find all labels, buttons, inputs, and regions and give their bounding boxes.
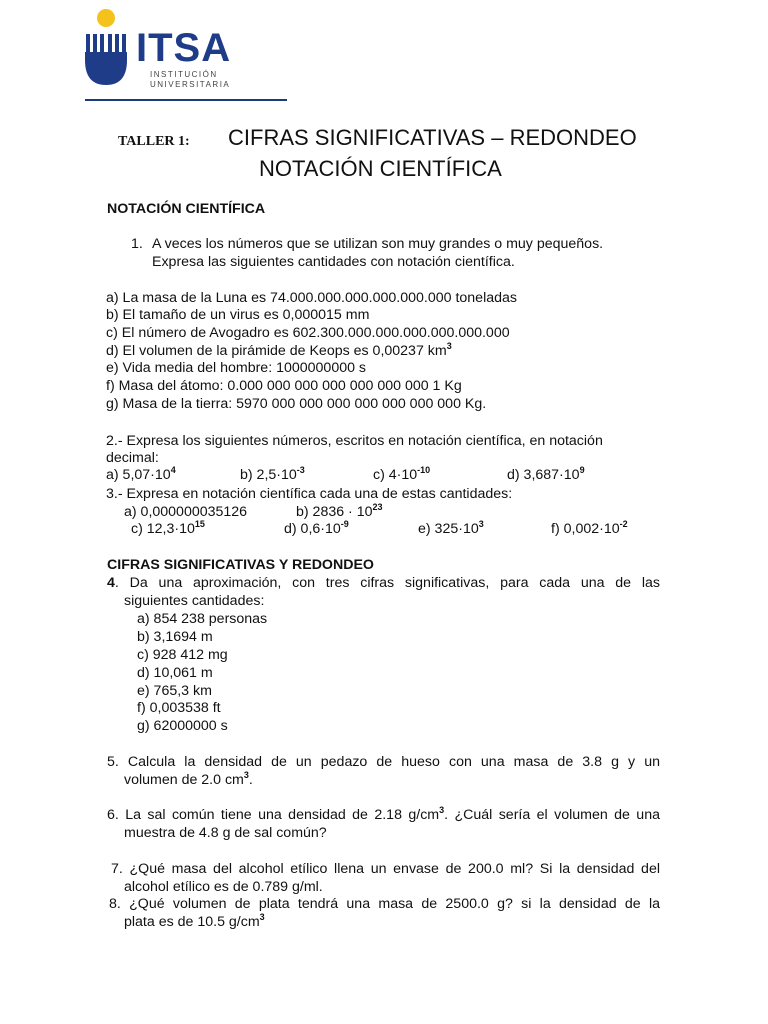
q3-c-exp: 15: [194, 519, 205, 529]
q3-e-text: e) 325·10: [418, 521, 479, 537]
q8-exp: 3: [259, 912, 265, 922]
q6-exp: 3: [439, 805, 445, 815]
q2-b: [240, 467, 305, 484]
q8-line1: 8. ¿Qué volumen de plata tendrá una masa de 2500.0 g? si la densidad de la: [109, 896, 660, 912]
q1-item-b: b) El tamaño de un virus es 0,000015 mm: [106, 307, 370, 323]
q3-d: [284, 521, 349, 538]
q3-e-exp: 3: [478, 519, 484, 529]
q6-line1: [107, 807, 660, 824]
section-heading-notacion: NOTACIÓN CIENTÍFICA: [107, 201, 266, 217]
q4-item-e: e) 765,3 km: [137, 683, 212, 699]
q1-item-d-exp: 3: [446, 341, 452, 351]
q2-c: [373, 467, 430, 484]
q2-line1: 2.- Expresa los siguientes números, escritos en notación científica, en notación: [106, 433, 603, 449]
q4-item-f: f) 0,003538 ft: [137, 700, 221, 716]
q7-line2: alcohol etílico es de 0.789 g/ml.: [124, 879, 323, 895]
q3-c: [131, 521, 205, 538]
q6-line1-text: 6. La sal común tiene una densidad de 2.18 g/cm: [107, 807, 440, 823]
q4-line1: [107, 575, 660, 592]
q5-exp: 3: [243, 770, 249, 780]
q4-line2: siguientes cantidades:: [124, 593, 265, 609]
q3-b: [296, 504, 383, 521]
q8-line2: [124, 914, 265, 931]
itsa-emblem-icon: [84, 8, 132, 88]
q1-item-g: g) Masa de la tierra: 5970 000 000 000 000 000 000 000 Kg.: [106, 396, 487, 412]
page-title-line1: CIFRAS SIGNIFICATIVAS – REDONDEO: [228, 125, 637, 150]
logo-divider: [85, 99, 287, 101]
q3-a: a) 0,000000035126: [124, 504, 248, 520]
q2-d-exp: 9: [579, 465, 585, 475]
page-title-line2: NOTACIÓN CIENTÍFICA: [259, 156, 502, 181]
q6-line2: muestra de 4.8 g de sal común?: [124, 825, 327, 841]
q1-item-f: f) Masa del átomo: 0.000 000 000 000 000 000 000 1 Kg: [106, 378, 462, 394]
logo-brand: ITSA: [136, 26, 232, 70]
q3-f-exp: -2: [619, 519, 628, 529]
q3-b-exp: 23: [372, 502, 383, 512]
q5-line2: [124, 772, 253, 789]
logo-line1: INSTITUCIÓN: [150, 70, 218, 79]
q4-item-d: d) 10,061 m: [137, 665, 213, 681]
q8-line2-text: plata es de 10.5 g/cm: [124, 914, 260, 930]
q2-d: [507, 467, 585, 484]
logo-line2: UNIVERSITARIA: [150, 80, 231, 89]
taller-label: TALLER 1:: [118, 134, 190, 149]
q4-number: 4: [107, 575, 115, 591]
q2-b-text: b) 2,5·10: [240, 467, 297, 483]
q1-item-d: [106, 343, 452, 360]
q7-line1: 7. ¿Qué masa del alcohol etílico llena un envase de 200.0 ml? Si la densidad del: [111, 861, 660, 877]
q3-c-text: c) 12,3·10: [131, 521, 195, 537]
q2-c-text: c) 4·10: [373, 467, 418, 483]
q2-a: [106, 467, 176, 484]
q5-line2-text: volumen de 2.0 cm: [124, 772, 244, 788]
section-heading-cifras: CIFRAS SIGNIFICATIVAS Y REDONDEO: [107, 557, 374, 573]
q3-d-text: d) 0,6·10: [284, 521, 341, 537]
q1-item-a: a) La masa de la Luna es 74.000.000.000.000.000.000 toneladas: [106, 290, 517, 306]
q4-item-b: b) 3,1694 m: [137, 629, 213, 645]
q2-a-exp: 4: [170, 465, 176, 475]
q2-line2: decimal:: [106, 450, 159, 466]
q2-b-exp: -3: [296, 465, 305, 475]
q4-item-g: g) 62000000 s: [137, 718, 228, 734]
q1-item-c: c) El número de Avogadro es 602.300.000.000.000.000.000.000: [106, 325, 510, 341]
q4-line1-text: . Da una aproximación, con tres cifras significativas, para cada una de las: [114, 575, 660, 591]
q3-f: [551, 521, 628, 538]
q5-line1: 5. Calcula la densidad de un pedazo de hueso con una masa de 3.8 g y un: [107, 754, 660, 770]
q5-line2-end: .: [248, 772, 253, 788]
q1-line1: A veces los números que se utilizan son muy grandes o muy pequeños.: [152, 236, 604, 252]
q2-c-exp: -10: [417, 465, 431, 475]
q2-d-text: d) 3,687·10: [507, 467, 580, 483]
q1-item-d-text: d) El volumen de la pirámide de Keops es 0,00237 km: [106, 343, 447, 359]
q3-f-text: f) 0,002·10: [551, 521, 620, 537]
itsa-logo: [84, 8, 244, 94]
q2-a-text: a) 5,07·10: [106, 467, 171, 483]
q3-d-exp: -9: [340, 519, 349, 529]
q3-b-text: b) 2836 · 10: [296, 504, 373, 520]
q1-number: 1.: [131, 236, 143, 252]
q6-line1-end: . ¿Cuál sería el volumen de una: [444, 807, 660, 823]
q3-e: [418, 521, 484, 538]
q1-item-e: e) Vida media del hombre: 1000000000 s: [106, 360, 367, 376]
q4-item-c: c) 928 412 mg: [137, 647, 228, 663]
q3-line1: 3.- Expresa en notación científica cada una de estas cantidades:: [106, 486, 513, 502]
q4-item-a: a) 854 238 personas: [137, 611, 268, 627]
q1-line2: Expresa las siguientes cantidades con notación científica.: [152, 254, 515, 270]
